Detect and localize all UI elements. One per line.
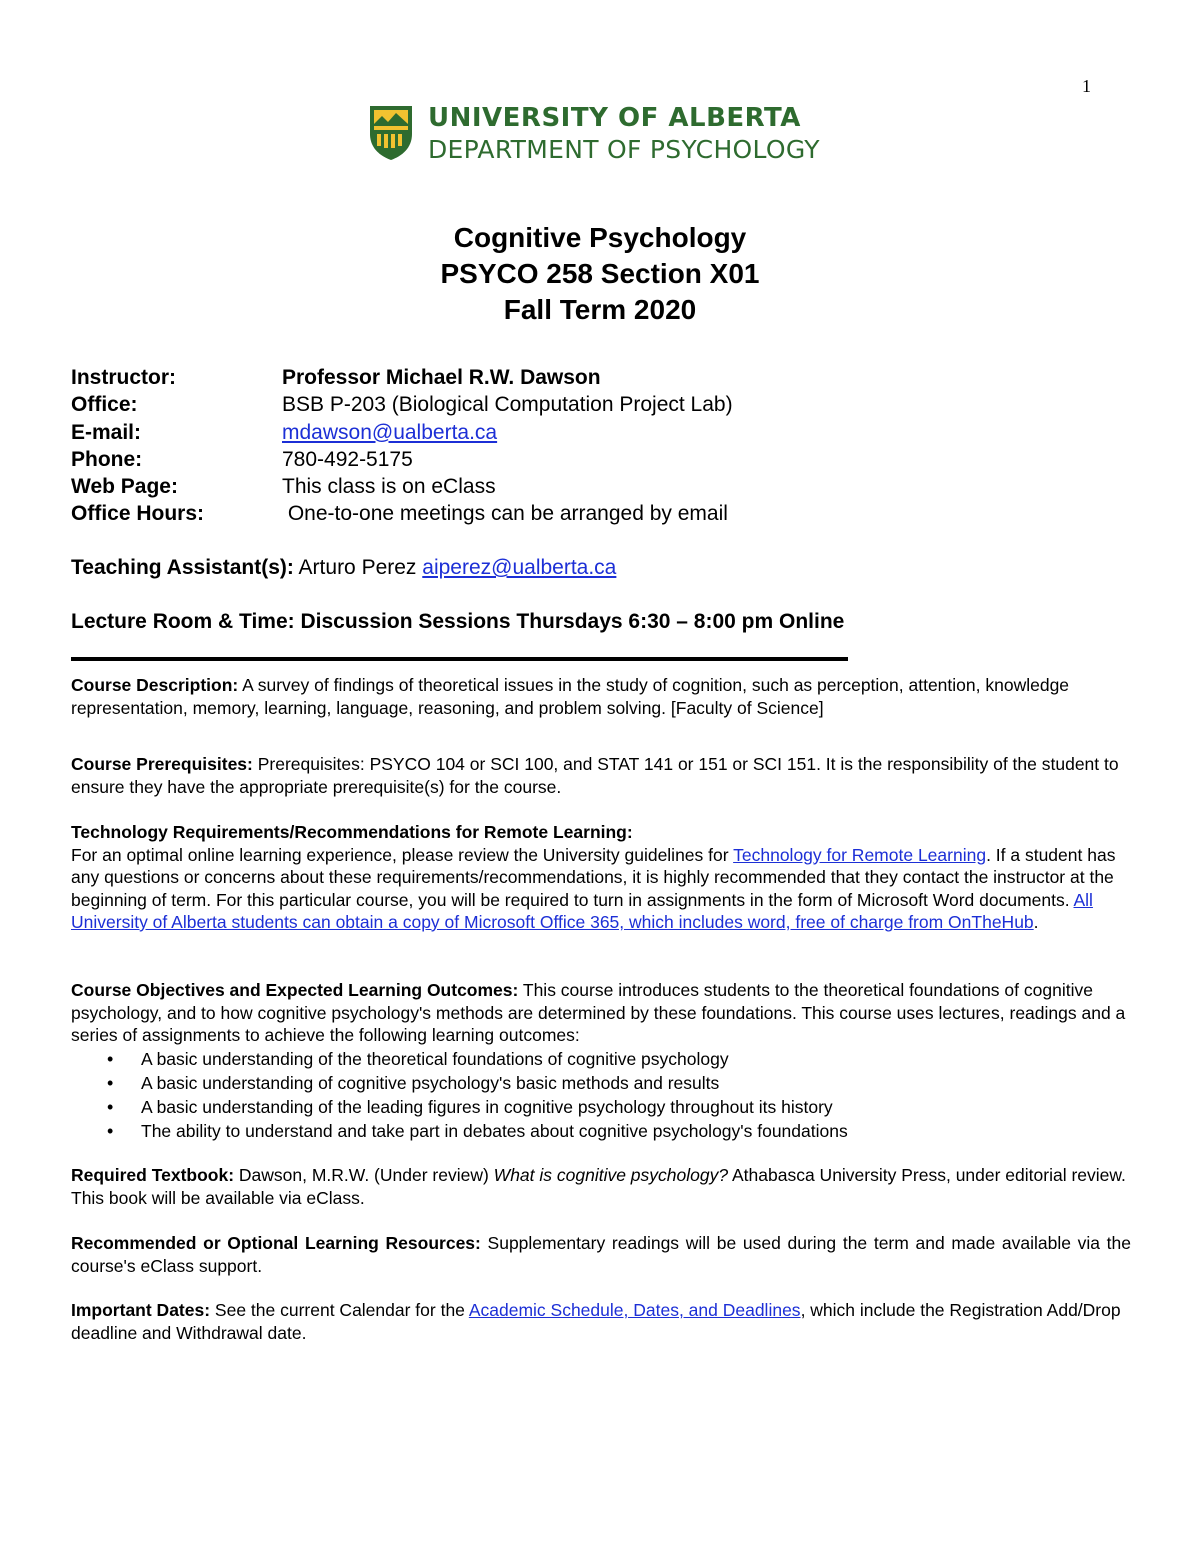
info-row-office-hours <box>71 500 733 527</box>
info-row-instructor <box>71 364 733 391</box>
prerequisites-text: Prerequisites: PSYCO 104 or SCI 100, and STAT 141 or 151 or SCI 151. It is the responsibility of the student to ensure they have the appropriate prerequisite(s) for the course. <box>71 754 1119 797</box>
course-prerequisites <box>71 753 1131 798</box>
resources-label: Recommended or Optional Learning Resources: <box>71 1233 481 1253</box>
resources-text: Supplementary readings will be used during the term and made available via the course's eClass support. <box>71 1233 1131 1276</box>
logo-university-name: UNIVERSITY OF ALBERTA <box>428 102 801 133</box>
info-row-web-page <box>71 473 733 500</box>
info-row-email <box>71 419 733 446</box>
course-objectives <box>71 979 1131 1143</box>
textbook-text: Athabasca University Press, under editorial review. This book will be available via eClass. <box>71 1165 1126 1208</box>
ta-label: Teaching Assistant(s): <box>71 556 294 579</box>
list-item: • The ability to understand and take part in debates about cognitive psychology's foundations <box>71 1119 1131 1143</box>
crest-icon <box>368 104 414 162</box>
section-divider <box>71 657 848 661</box>
academic-schedule-link[interactable]: Academic Schedule, Dates, and Deadlines <box>468 1300 801 1320</box>
teaching-assistant <box>71 554 616 581</box>
info-label: Office Hours: <box>71 502 205 526</box>
info-label: E-mail: <box>71 420 142 444</box>
university-logo <box>368 104 820 162</box>
dates-text: See the current Calendar for the <box>210 1300 469 1320</box>
logo-department-name: DEPARTMENT OF PSYCHOLOGY <box>428 134 820 164</box>
objectives-label: Course Objectives and Expected Learning Outcomes: <box>71 980 519 1000</box>
textbook-text: Dawson, M.R.W. (Under review) <box>234 1165 494 1185</box>
office-hours-value: One-to-one meetings can be arranged by email <box>282 502 728 526</box>
description-label: Course Description: <box>71 675 239 695</box>
course-code: PSYCO 258 Section X01 <box>440 258 760 289</box>
list-item: • A basic understanding of the theoretical foundations of cognitive psychology <box>71 1047 1131 1071</box>
learning-outcomes-list <box>71 1047 1131 1143</box>
list-item: • A basic understanding of cognitive psychology's basic methods and results <box>71 1071 1131 1095</box>
info-row-office <box>71 391 733 418</box>
web-page-value: This class is on eClass <box>282 475 496 499</box>
textbook-label: Required Textbook: <box>71 1165 235 1185</box>
textbook-title: What is cognitive psychology? <box>493 1165 729 1185</box>
phone-number: 780-492-5175 <box>282 447 413 471</box>
dates-label: Important Dates: <box>71 1300 211 1320</box>
technology-requirements <box>71 821 1131 934</box>
description-text: A survey of findings of theoretical issues in the study of cognition, such as perception, attention, knowledge representation, memory, learning, language, reasoning, and problem solving. [Faculty of Science] <box>71 675 1070 718</box>
course-title-block <box>0 220 1200 328</box>
lecture-room-time: Lecture Room & Time: Discussion Sessions Thursdays 6:30 – 8:00 pm Online <box>71 610 845 633</box>
page-number: 1 <box>1082 76 1091 96</box>
ta-email-link[interactable]: aiperez@ualberta.ca <box>422 556 617 579</box>
objectives-text: This course introduces students to the theoretical foundations of cognitive psychology, and to how cognitive psychology's methods are determined by these foundations. This course uses lectures, readings and a series of assignments to achieve the following learning outcomes: <box>71 980 1126 1045</box>
required-textbook <box>71 1164 1131 1209</box>
technology-remote-learning-link[interactable]: Technology for Remote Learning <box>733 844 987 865</box>
list-item: • A basic understanding of the leading figures in cognitive psychology throughout its history <box>71 1095 1131 1119</box>
info-label: Office: <box>71 393 138 417</box>
learning-resources <box>71 1232 1131 1277</box>
important-dates <box>71 1299 1131 1344</box>
technology-text: For an optimal online learning experience, please review the University guidelines for <box>71 844 734 865</box>
course-description <box>71 674 1131 719</box>
instructor-name: Professor Michael R.W. Dawson <box>282 366 601 389</box>
office365-link[interactable]: All University of Alberta students can obtain a copy of Microsoft Office 365, which includes word, free of charge from OnTheHub <box>71 889 1093 932</box>
info-label: Phone: <box>71 447 143 471</box>
prerequisites-label: Course Prerequisites: <box>71 754 253 774</box>
course-term: Fall Term 2020 <box>503 294 697 325</box>
technology-heading: Technology Requirements/Recommendations for Remote Learning: <box>71 822 633 842</box>
ta-name: Arturo Perez <box>293 556 423 579</box>
info-label: Instructor: <box>71 366 176 389</box>
instructor-email-link[interactable]: mdawson@ualberta.ca <box>282 420 498 444</box>
info-row-phone <box>71 446 733 473</box>
info-label: Web Page: <box>71 475 178 499</box>
office-location: BSB P-203 (Biological Computation Project Lab) <box>282 393 733 417</box>
instructor-info <box>71 364 733 528</box>
dates-text: , which include the Registration Add/Drop deadline and Withdrawal date. <box>71 1300 1121 1343</box>
technology-text: . If a student has any questions or concerns about these requirements/recommendations, it is highly recommended that they contact the instructor at the beginning of term. For this particular course, you will be required to turn in assignments in the form of Microsoft Word documents. <box>71 844 1116 910</box>
course-title: Cognitive Psychology <box>453 222 747 253</box>
technology-text: . <box>1033 912 1039 932</box>
